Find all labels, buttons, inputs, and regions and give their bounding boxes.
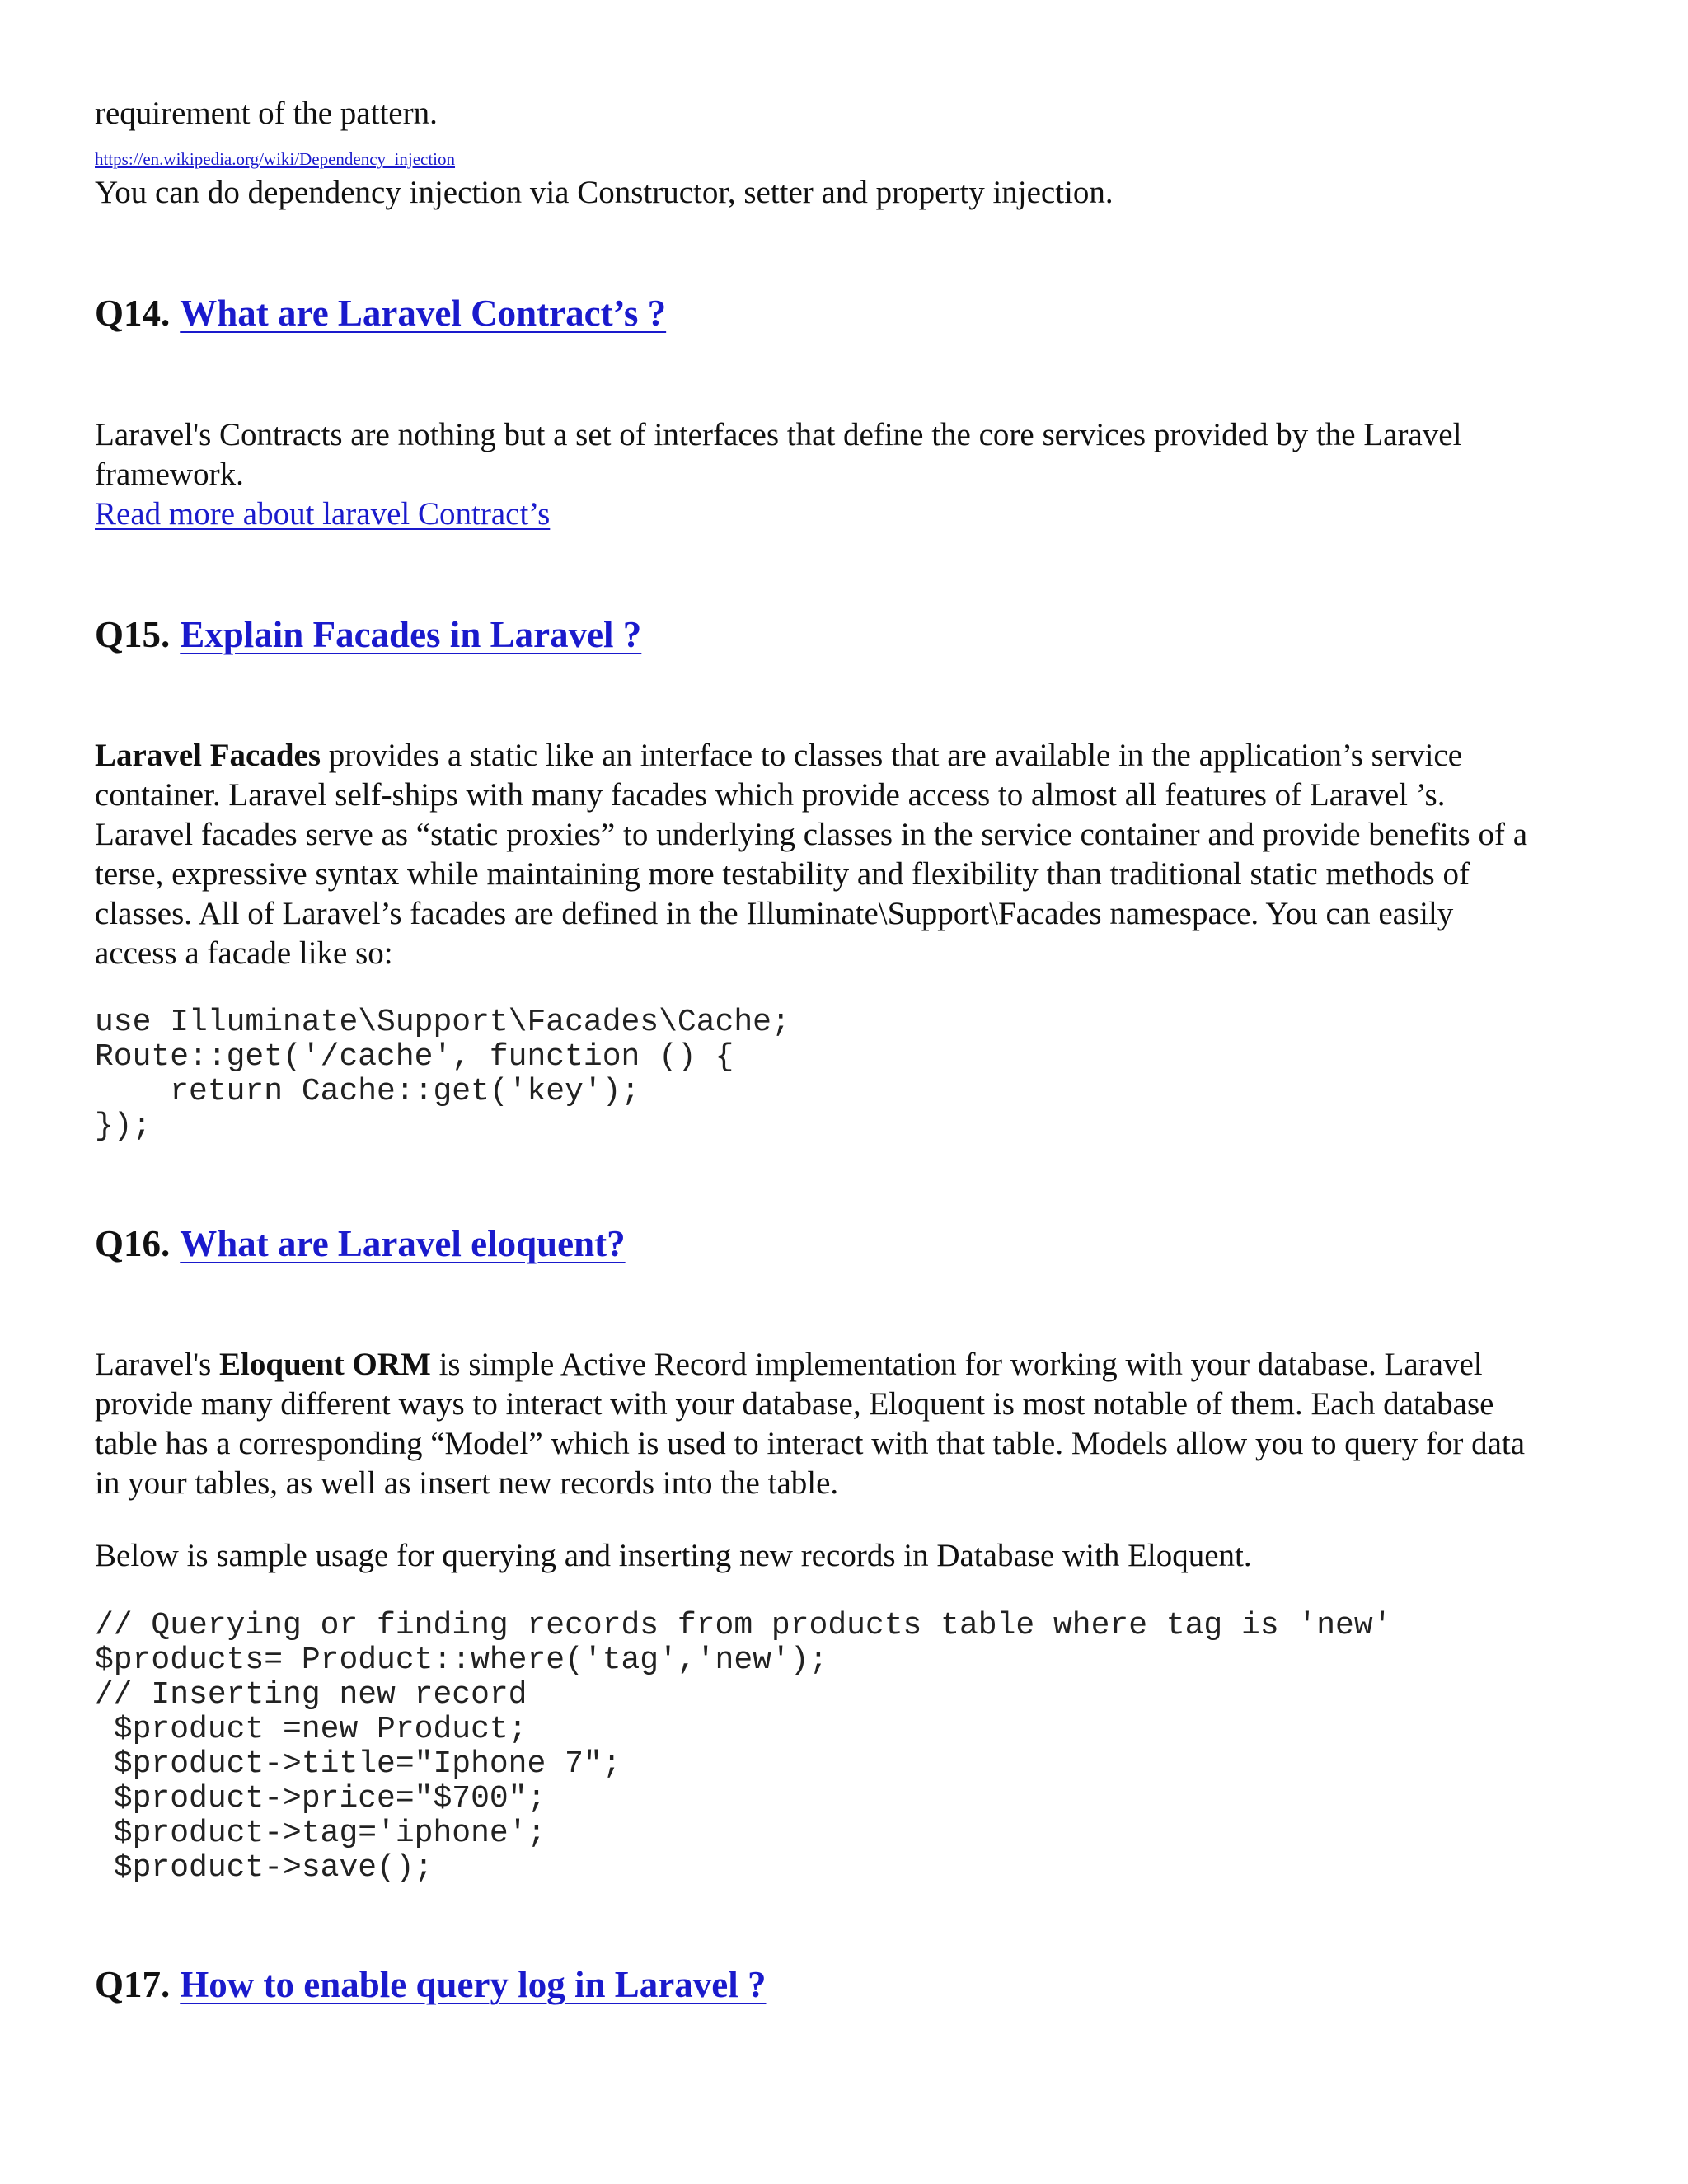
intro-text-line: You can do dependency injection via Constructor, setter and property injection. [95,175,1114,210]
code-line: // Inserting new record [95,1677,528,1713]
bold-term: Eloquent ORM [219,1347,431,1382]
answer-text-line: container. Laravel self-ships with many facades which provide access to almost all features of Laravel ’s. [95,777,1446,813]
question-number: Q17. [95,1964,171,2005]
question-number: Q14. [95,293,171,334]
question-number: Q15. [95,614,171,655]
question-heading-q17 [95,1961,767,2008]
answer-text-line [95,736,1462,776]
question-heading-q14 [95,290,666,336]
code-line: $products= Product::where('tag','new'); [95,1643,828,1678]
question-heading-q15 [95,612,641,658]
code-line: $product->tag='iphone'; [95,1816,546,1851]
question-title-link[interactable]: Explain Facades in Laravel ? [180,614,642,655]
answer-text: provides a static like an interface to classes that are available in the application’s service [321,738,1463,773]
code-block-eloquent [95,1609,1391,1886]
question-heading-q16 [95,1221,626,1267]
code-line: use Illuminate\Support\Facades\Cache; [95,1005,790,1040]
question-title-link[interactable]: What are Laravel eloquent? [180,1223,626,1264]
intro-text-line: requirement of the pattern. [95,96,438,131]
answer-text-line: access a facade like so: [95,935,393,971]
answer-text-line: framework. [95,457,244,492]
answer-text-line: in your tables, as well as insert new records into the table. [95,1465,839,1501]
answer-text: Laravel's [95,1347,220,1382]
code-line: $product =new Product; [95,1712,528,1747]
bold-term: Laravel Facades [95,738,321,773]
answer-text-line: Laravel facades serve as “static proxies” to underlying classes in the service container and provide benefits of a [95,817,1528,852]
code-line: $product->price="$700"; [95,1781,546,1816]
code-line: }); [95,1108,152,1144]
code-line: // Querying or finding records from products table where tag is 'new' [95,1608,1392,1643]
answer-text-line: provide many different ways to interact with your database, Eloquent is most notable of them. Each database [95,1386,1494,1422]
code-line: $product->title="Iphone 7"; [95,1746,621,1782]
answer-text-line: Laravel's Contracts are nothing but a set of interfaces that define the core services provided by the Laravel [95,417,1462,452]
answer-text: is simple Active Record implementation for working with your database. Laravel [430,1347,1483,1382]
answer-text-line: table has a corresponding “Model” which is used to interact with that table. Models allow you to query for data [95,1426,1526,1461]
code-line: $product->save(); [95,1850,434,1886]
question-number: Q16. [95,1223,171,1264]
question-title-link[interactable]: What are Laravel Contract’s ? [180,293,667,334]
answer-text-line: classes. All of Laravel’s facades are defined in the Illuminate\Support\Facades namespace. You can easily [95,896,1454,931]
code-line: return Cache::get('key'); [95,1074,640,1109]
answer-text-line [95,1345,1483,1385]
wikipedia-link[interactable]: https://en.wikipedia.org/wiki/Dependency_injection [95,149,456,169]
answer-text-line: terse, expressive syntax while maintaining more testability and flexibility than traditional static methods of [95,856,1470,892]
read-more-link[interactable]: Read more about laravel Contract’s [95,496,551,532]
code-block-facades [95,1005,790,1144]
code-line: Route::get('/cache', function () { [95,1039,734,1075]
answer-text-line: Below is sample usage for querying and inserting new records in Database with Eloquent. [95,1538,1252,1573]
question-title-link[interactable]: How to enable query log in Laravel ? [180,1964,767,2005]
